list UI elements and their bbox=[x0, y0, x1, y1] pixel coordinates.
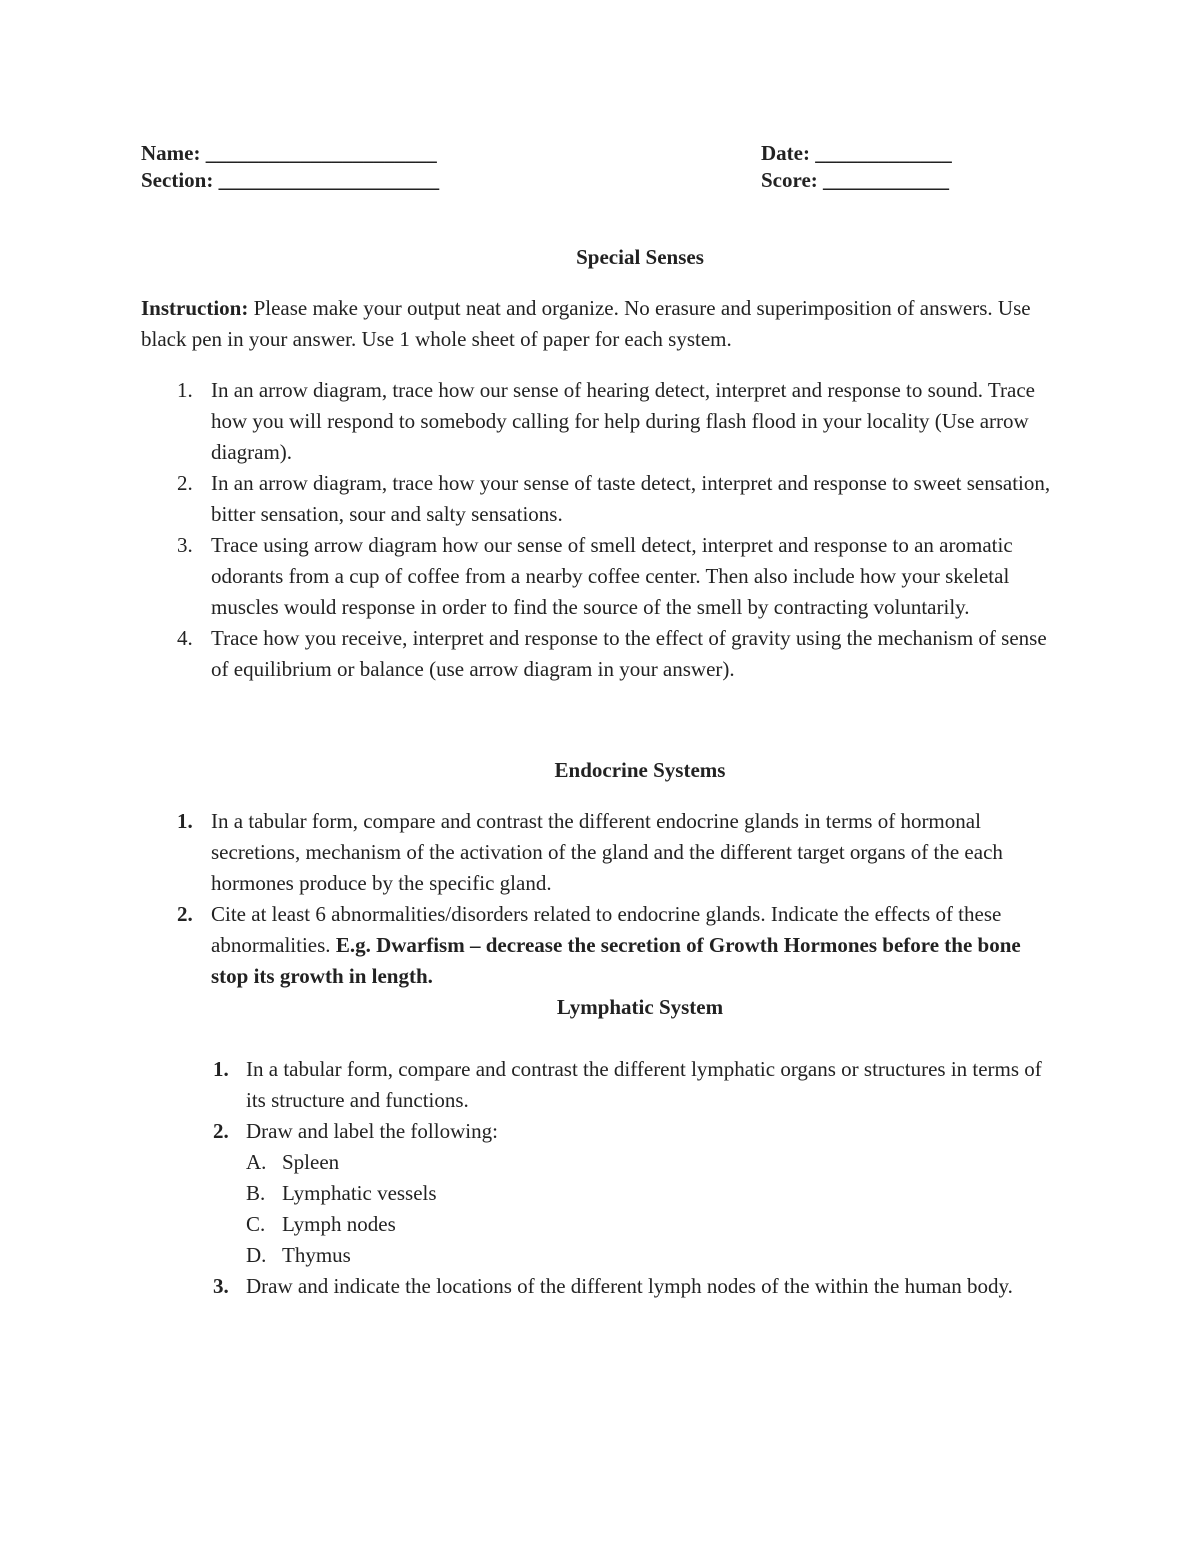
question-text: Cite at least 6 abnormalities/disorders related to endocrine glands. Indicate the effects of these abnormalities. bbox=[211, 902, 1002, 957]
special-senses-title: Special Senses bbox=[576, 245, 704, 269]
score-label: Score: bbox=[761, 168, 818, 192]
list-item bbox=[141, 375, 1061, 468]
question-text: In an arrow diagram, trace how our sense of hearing detect, interpret and response to sound. Trace how you will respond to somebody calling for help during flash flood in your locality (Use arrow diagram). bbox=[211, 378, 1035, 464]
endocrine-title: Endocrine Systems bbox=[554, 758, 726, 782]
list-item bbox=[141, 806, 1061, 899]
question-number: 3. bbox=[177, 533, 193, 557]
question-number: 2. bbox=[213, 1119, 229, 1143]
question-text: Draw and label the following: bbox=[246, 1119, 498, 1143]
lymphatic-questions bbox=[141, 1054, 1061, 1302]
item-letter: C. bbox=[246, 1212, 266, 1236]
label-items-list bbox=[246, 1147, 1061, 1271]
score-blank: ____________ bbox=[823, 168, 950, 192]
name-blank: ______________________ bbox=[205, 141, 437, 165]
question-number: 1. bbox=[177, 809, 193, 833]
name-label: Name: bbox=[141, 141, 201, 165]
date-field bbox=[761, 140, 952, 167]
instruction-text: Please make your output neat and organize. No erasure and superimposition of answers. Use black pen in your answer. Use 1 whole sheet of paper for each system. bbox=[141, 296, 1031, 351]
list-item bbox=[246, 1209, 1061, 1240]
list-item bbox=[141, 899, 1061, 992]
list-item bbox=[141, 1271, 1061, 1302]
item-letter: D. bbox=[246, 1243, 267, 1267]
list-item bbox=[141, 530, 1061, 623]
section-field bbox=[141, 167, 439, 194]
question-number: 2. bbox=[177, 471, 193, 495]
item-text: Lymph nodes bbox=[282, 1212, 396, 1236]
item-text: Spleen bbox=[282, 1150, 340, 1174]
question-text: In a tabular form, compare and contrast the different endocrine glands in terms of hormonal secretions, mechanism of the activation of the gland and the different target organs of the each hormones produce by the specific gland. bbox=[211, 809, 1003, 895]
question-text: In a tabular form, compare and contrast the different lymphatic organs or structures in terms of its structure and functions. bbox=[246, 1057, 1042, 1112]
endocrine-questions bbox=[141, 806, 1061, 992]
question-number: 1. bbox=[213, 1057, 229, 1081]
question-number: 1. bbox=[177, 378, 193, 402]
list-item bbox=[141, 1054, 1061, 1116]
instruction-label: Instruction: bbox=[141, 296, 249, 320]
name-field bbox=[141, 140, 437, 167]
header-row-2 bbox=[141, 167, 1061, 194]
special-senses-questions bbox=[141, 375, 1061, 685]
list-item bbox=[246, 1147, 1061, 1178]
section-blank: _____________________ bbox=[218, 168, 440, 192]
section-label: Section: bbox=[141, 168, 214, 192]
date-label: Date: bbox=[761, 141, 810, 165]
example-text: E.g. Dwarfism – decrease the secretion of Growth Hormones before the bone stop its growth in length. bbox=[211, 933, 1021, 988]
list-item bbox=[141, 1116, 1061, 1271]
score-field bbox=[761, 167, 949, 194]
list-item bbox=[246, 1178, 1061, 1209]
date-blank: _____________ bbox=[815, 141, 952, 165]
lymphatic-title: Lymphatic System bbox=[556, 995, 724, 1019]
item-text: Thymus bbox=[282, 1243, 351, 1267]
list-item bbox=[246, 1240, 1061, 1271]
list-item bbox=[141, 623, 1061, 685]
list-item bbox=[141, 468, 1061, 530]
item-letter: B. bbox=[246, 1181, 266, 1205]
worksheet-page bbox=[141, 140, 1061, 1302]
question-text: In an arrow diagram, trace how your sense of taste detect, interpret and response to sweet sensation, bitter sensation, sour and salty sensations. bbox=[211, 471, 1051, 526]
question-number: 3. bbox=[213, 1274, 229, 1298]
question-number: 2. bbox=[177, 902, 193, 926]
header-row-1 bbox=[141, 140, 1061, 167]
question-text: Draw and indicate the locations of the different lymph nodes of the within the human body. bbox=[246, 1274, 1013, 1298]
item-letter: A. bbox=[246, 1150, 267, 1174]
instruction-paragraph bbox=[141, 293, 1061, 355]
item-text: Lymphatic vessels bbox=[282, 1181, 437, 1205]
question-number: 4. bbox=[177, 626, 193, 650]
question-text: Trace how you receive, interpret and response to the effect of gravity using the mechanism of sense of equilibrium or balance (use arrow diagram in your answer). bbox=[211, 626, 1047, 681]
question-text: Trace using arrow diagram how our sense of smell detect, interpret and response to an aromatic odorants from a cup of coffee from a nearby coffee center. Then also include how your skeletal muscles would response in order to find the source of the smell by contracting voluntarily. bbox=[211, 533, 1013, 619]
